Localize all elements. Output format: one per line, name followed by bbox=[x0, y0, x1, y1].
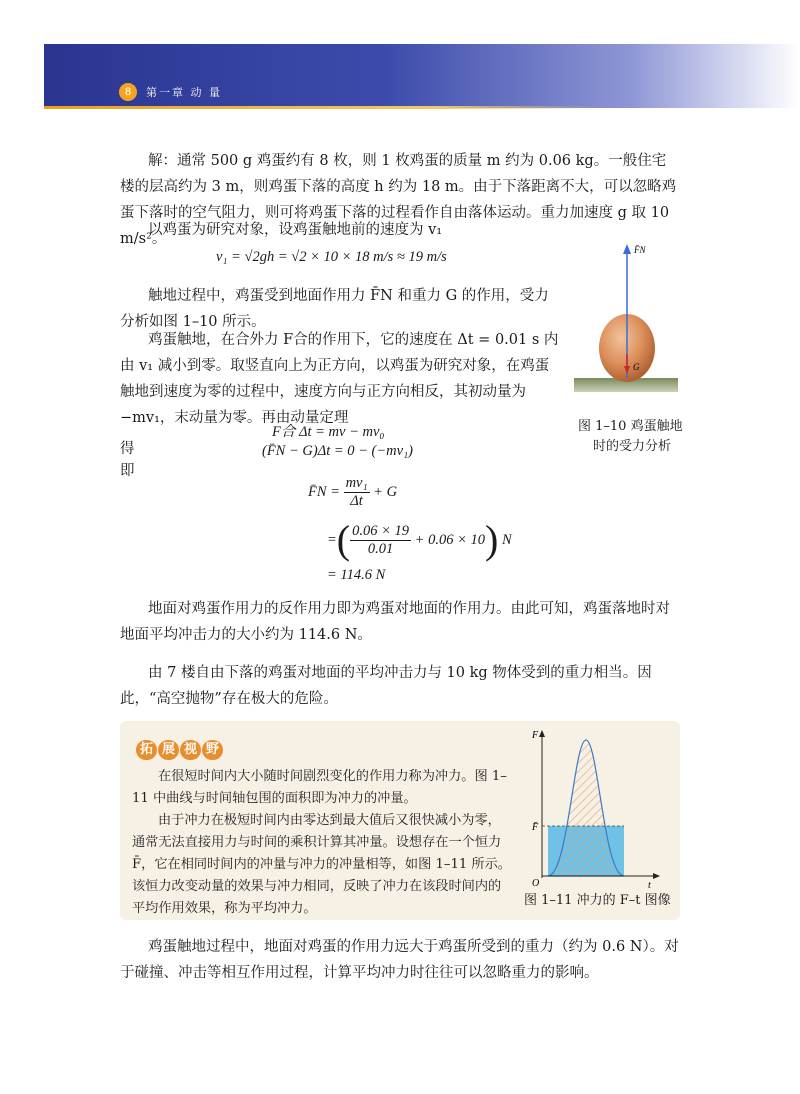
numeric-denominator: 0.01 bbox=[367, 540, 394, 557]
t-axis-arrow bbox=[653, 873, 660, 879]
substituted-equation: (F̄N − G)Δt = 0 − (−mv₁) bbox=[262, 443, 413, 459]
numeric-rest: + 0.06 × 10 bbox=[414, 531, 485, 548]
numeric-equation: = ( $\frac{0.06 \times 19}{0.01}$ + 0.06 × 10 ) N bbox=[327, 517, 512, 562]
velocity-equation: v₁ = √2gh = √2 × 10 × 18 m/s ≈ 19 m/s bbox=[216, 249, 447, 265]
fn-lhs: F̄N = bbox=[308, 484, 340, 500]
header-accent-line bbox=[44, 106, 604, 109]
page-number: 8 bbox=[119, 83, 137, 101]
figure-1-10-egg bbox=[572, 236, 682, 412]
title-char-3: 视 bbox=[180, 740, 201, 760]
fn-numerator: mv₁ bbox=[345, 475, 368, 491]
figure-1-10-caption-line1: 图 1–10 鸡蛋触地 bbox=[578, 419, 683, 434]
force-analysis-paragraph: 触地过程中，鸡蛋受到地面作用力 F̄N 和重力 G 的作用，受力分析如图 1–10 所示。 bbox=[120, 288, 549, 330]
momentum-paragraph: 鸡蛋触地，在合外力 F合的作用下，它的速度在 Δt = 0.01 s 内由 v₁ 减小到零。取竖直向上为正方向，以鸡蛋为研究对象，在鸡蛋触地到速度为零的过程中，速度方向与正方向相反，其初动量为 −mv₁，末动量为零。再由动量定理 bbox=[120, 332, 559, 426]
figure-1-11-ft-graph bbox=[528, 728, 662, 890]
fn-plus-g: + G bbox=[373, 484, 398, 500]
fn-label: F̄N bbox=[634, 245, 646, 255]
extension-box-title bbox=[136, 738, 236, 760]
extension-text-1: 在很短时间内大小随时间剧烈变化的作用力称为冲力。图 1–11 中曲线与时间轴包围的面积即为冲力的冲量。 bbox=[132, 769, 507, 806]
fn-fraction bbox=[344, 475, 370, 510]
t-axis-label: t bbox=[648, 880, 651, 890]
fn-arrowhead bbox=[623, 244, 631, 254]
origin-label: O bbox=[532, 878, 540, 889]
numeric-numerator: 0.06 × 19 bbox=[352, 522, 410, 539]
figure-1-10-caption-line2: 时的受力分析 bbox=[593, 439, 672, 454]
danger-paragraph: 由 7 楼自由下落的鸡蛋对地面的平均冲击力与 10 kg 物体受到的重力相当。因此，“高空抛物”存在极大的危险。 bbox=[120, 665, 652, 707]
velocity-intro: 以鸡蛋为研究对象，设鸡蛋触地前的速度为 v₁ bbox=[148, 222, 443, 238]
result-equation: = 114.6 N bbox=[327, 567, 386, 583]
extension-text-2: 由于冲力在极短时间内由零达到最大值后又很快减小为零，通常无法直接用力与时间的乘积计算其冲量。设想存在一个恒力 F̄，它在相同时间内的冲量与冲力的冲量相等，如图 1–11 所示。该恒力改变动量的效果与冲力相同，反映了冲力在该段时间内的平均作用效果，称为平均冲力。 bbox=[132, 813, 511, 916]
momentum-theorem: F合 Δt = mv − mv₀ bbox=[272, 424, 385, 440]
title-char-2: 展 bbox=[158, 740, 179, 760]
chapter-title: 第一章 动 量 bbox=[146, 86, 222, 99]
fbar-label: F̄ bbox=[532, 822, 539, 833]
numeric-unit: N bbox=[501, 531, 512, 548]
numeric-fraction bbox=[350, 523, 411, 558]
fn-denominator: Δt bbox=[350, 493, 363, 509]
g-label: G bbox=[633, 362, 640, 372]
solution-paragraph: 解：通常 500 g 鸡蛋约有 8 枚，则 1 枚鸡蛋的质量 m 约为 0.06 kg。一般住宅楼的层高约为 3 m，则鸡蛋下落的高度 h 约为 18 m。由于下落距离不大，可以忽略鸡蛋下落时的空气阻力，则可将鸡蛋下落的过程看作自由落体运动。重力加速度 g 取 10 m/s²。 bbox=[120, 153, 677, 247]
final-paragraph: 鸡蛋触地过程中，地面对鸡蛋的作用力远大于鸡蛋所受到的重力（约为 0.6 N）。对于碰撞、冲击等相互作用过程，计算平均冲力时往往可以忽略重力的影响。 bbox=[120, 939, 679, 981]
figure-1-11-caption: 图 1–11 冲力的 F–t 图像 bbox=[524, 893, 671, 908]
fn-equation bbox=[308, 475, 397, 510]
label-de: 得 bbox=[120, 441, 135, 457]
title-char-4: 野 bbox=[202, 740, 223, 760]
f-axis-label: F bbox=[532, 730, 539, 741]
label-ji: 即 bbox=[120, 463, 135, 479]
conclusion-paragraph: 地面对鸡蛋作用力的反作用力即为鸡蛋对地面的作用力。由此可知，鸡蛋落地时对地面平均冲击力的大小约为 114.6 N。 bbox=[120, 601, 670, 643]
f-axis-arrow bbox=[539, 730, 545, 737]
numeric-equals: = bbox=[327, 531, 337, 548]
title-char-1: 拓 bbox=[136, 740, 157, 760]
